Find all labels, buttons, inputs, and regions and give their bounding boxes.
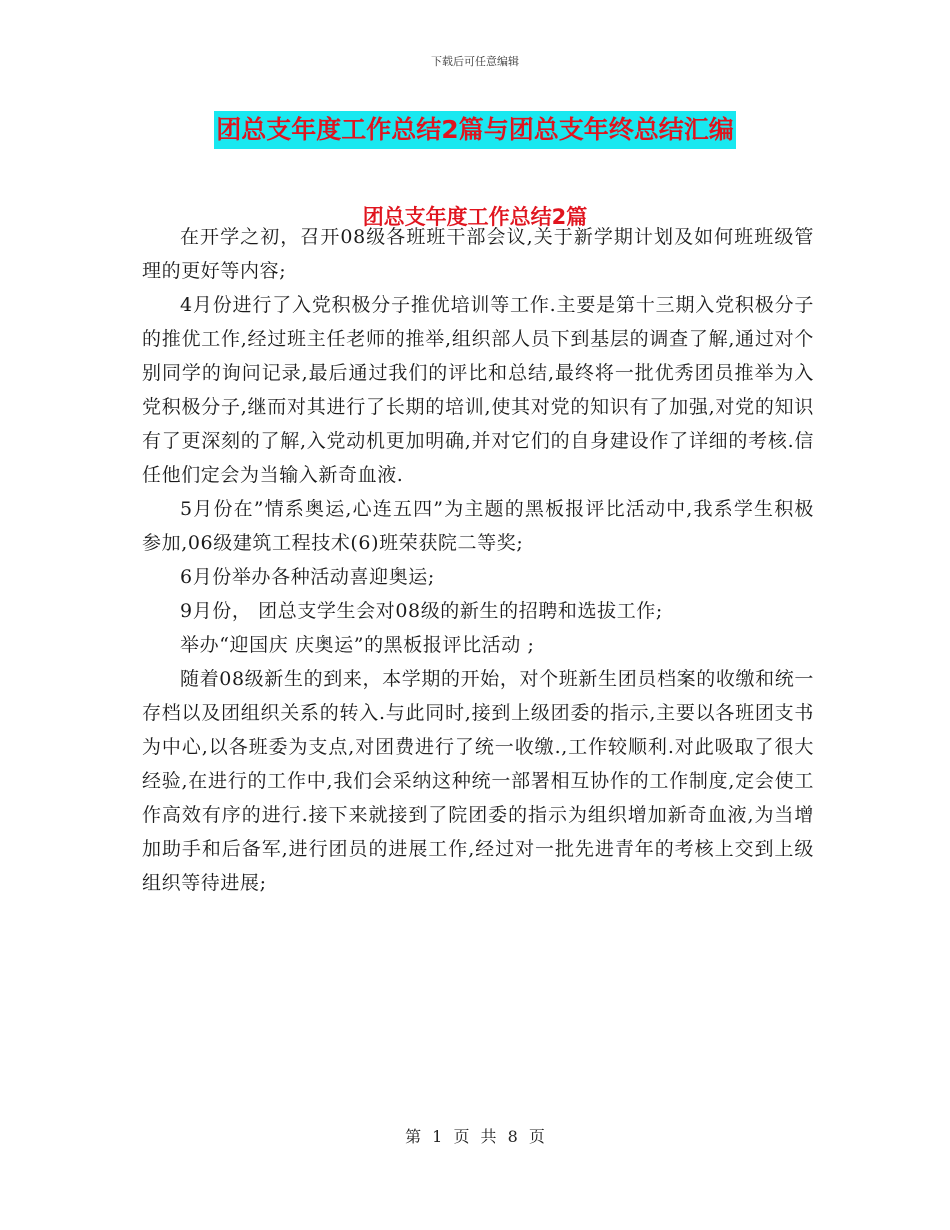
paragraph: 在开学之初，召开08级各班班干部会议,关于新学期计划及如何班班级管理的更好等内容; bbox=[142, 226, 814, 282]
section-title: 团总支年度工作总结2篇 bbox=[362, 205, 588, 229]
document-body bbox=[142, 220, 814, 900]
paragraph: 6月份举办各种活动喜迎奥运; bbox=[180, 566, 435, 588]
paragraph: 9月份， 团总支学生会对08级的新生的招聘和选拔工作; bbox=[180, 600, 663, 622]
paragraph: 随着08级新生的到来，本学期的开始，对个班新生团员档案的收缴和统一存档以及团组织关系的转入.与此同时,接到上级团委的指示,主要以各班团支书为中心,以各班委为支点,对团费进行了统一收缴.,工作较顺利.对此吸取了很大经验,在进行的工作中,我们会采纳这种统一部署相互协作的工作制度,定会使工作高效有序的进行.接下来就接到了院团委的指示为组织增加新奇血液,为当增加助手和后备军,进行团员的进展工作,经过对一批先进青年的考核上交到上级组织等待进展; bbox=[142, 668, 814, 894]
page-header-note: 下载后可任意编辑 bbox=[431, 55, 519, 68]
paragraph: 4月份进行了入党积极分子推优培训等工作.主要是第十三期入党积极分子的推优工作,经过班主任老师的推举,组织部人员下到基层的调查了解,通过对个别同学的询问记录,最后通过我们的评比和总结,最终将一批优秀团员推举为入党积极分子,继而对其进行了长期的培训,使其对党的知识有了加强,对党的知识有了更深刻的了解,入党动机更加明确,并对它们的自身建设作了详细的考核.信任他们定会为当输入新奇血液. bbox=[142, 294, 814, 486]
paragraph: 举办“迎国庆 庆奥运”的黑板报评比活动 ; bbox=[180, 634, 535, 656]
document-main-title: 团总支年度工作总结2篇与团总支年终总结汇编 bbox=[214, 111, 735, 149]
main-title-container bbox=[0, 111, 950, 149]
page-number-footer: 第 1 页 共 8 页 bbox=[405, 1127, 545, 1146]
paragraph: 5月份在”情系奥运,心连五四”为主题的黑板报评比活动中,我系学生积极参加,06级建筑工程技术(6)班荣获院二等奖; bbox=[142, 498, 814, 554]
